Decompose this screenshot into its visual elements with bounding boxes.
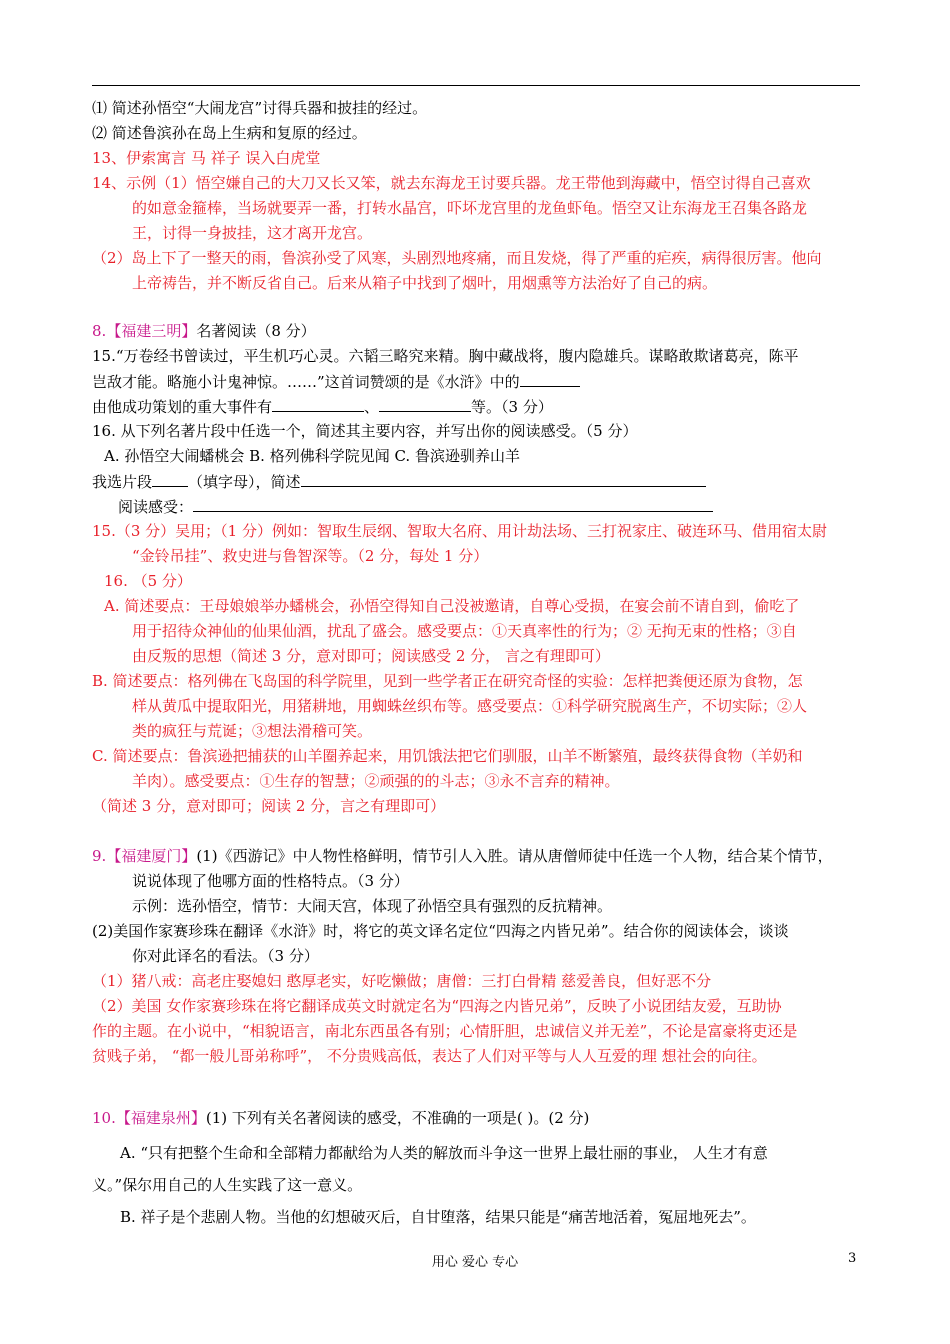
question-15-line1: 15.“万卷经书曾读过，平生机巧心灵。六韬三略究来精。胸中藏战将，腹内隐雄兵。谋略敢欺诸葛亮，陈平 xyxy=(92,347,799,365)
question-10-1-text: (1) 下列有关名著阅读的感受，不准确的一项是( )。(2 分) xyxy=(205,1109,590,1127)
answer-blank[interactable] xyxy=(272,395,364,412)
answer-15-line2: “金铃吊挂”、救史进与鲁智深等。（2 分，每处 1 分） xyxy=(132,547,489,565)
question-9-2-line2: 你对此译名的看法。（3 分） xyxy=(132,947,319,965)
answer-blank[interactable] xyxy=(520,370,580,387)
question-9-1-line2: 说说体现了他哪方面的性格特点。（3 分） xyxy=(132,872,409,890)
section-title: 名著阅读（8 分） xyxy=(196,322,316,340)
feeling-blank[interactable] xyxy=(193,495,713,512)
answer-16-b-line3: 类的疯狂与荒诞；③想法滑稽可笑。 xyxy=(132,722,373,740)
answer-blank[interactable] xyxy=(379,395,471,412)
question-15-line3 xyxy=(92,395,553,417)
question-15-text: 由他成功策划的重大事件有 xyxy=(92,398,273,416)
option-a-line1: A. “只有把整个生命和全部精力都献给为人类的解放而斗争这一世界上最壮丽的事业， 人生才有意 xyxy=(120,1144,768,1162)
answer-14-line3: 王，讨得一身披挂，这才离开龙宫。 xyxy=(132,224,373,242)
summary-blank[interactable] xyxy=(301,470,706,487)
reading-feeling-line xyxy=(118,495,713,517)
question-16: 16. 从下列名著片段中任选一个，简述其主要内容，并写出你的阅读感受。（5 分） xyxy=(92,422,638,440)
answer-14-part2-line1: （2）岛上下了一整天的雨，鲁滨孙受了风寒，头剧烈地疼痛，而且发烧，得了严重的疟疾，病得很厉害。他向 xyxy=(92,249,822,267)
section-number: 9. xyxy=(92,847,107,865)
question-16-options: A. 孙悟空大闹蟠桃会 B. 格列佛科学院见闻 C. 鲁滨逊驯养山羊 xyxy=(104,447,520,465)
section-number: 10. xyxy=(92,1109,116,1127)
source-tag: 【福建三明】 xyxy=(106,322,197,340)
question-15-text: 岂敌才能。略施小计鬼神惊。……”这首词赞颂的是《水浒》中的 xyxy=(92,373,520,391)
answer-15-line1: 15.（3 分）吴用；（1 分）例如：智取生辰纲、智取大名府、用计劫法场、三打祝家庄、破连环马、借用宿太尉 xyxy=(92,522,827,540)
question-9-2-line1: (2)美国作家赛珍珠在翻译《水浒》时，将它的英文译名定位“四海之内皆兄弟”。结合你的阅读体会，谈谈 xyxy=(92,922,789,940)
question-1: ⑴ 简述孙悟空“大闹龙宫”讨得兵器和披挂的经过。 xyxy=(92,99,428,117)
prompt-label: （填字母），简述 xyxy=(188,473,301,491)
question-2: ⑵ 简述鲁滨孙在岛上生病和复原的经过。 xyxy=(92,124,367,142)
option-a-line2: 义。”保尔用自己的人生实践了这一意义。 xyxy=(92,1176,363,1194)
prompt-label: 阅读感受： xyxy=(118,498,194,516)
question-9-example: 示例：选孙悟空，情节：大闹天宫，体现了孙悟空具有强烈的反抗精神。 xyxy=(132,897,613,915)
section-8-heading xyxy=(92,320,316,342)
answer-14-part2-line2: 上帝祷告，并不断反省自己。后来从箱子中找到了烟叶，用烟熏等方法治好了自己的病。 xyxy=(132,274,718,292)
page-footer: 用心 爱心 专心 xyxy=(431,1255,519,1270)
separator: 、 xyxy=(364,398,380,416)
answer-13: 13、伊索寓言 马 祥子 误入白虎堂 xyxy=(92,149,321,167)
letter-blank[interactable] xyxy=(152,470,188,487)
section-9-heading xyxy=(92,845,833,867)
section-10-heading xyxy=(92,1107,589,1129)
answer-9-2-line1: （2）美国 女作家赛珍珠在将它翻译成英文时就定名为“四海之内皆兄弟”，反映了小说团结友爱，互助协 xyxy=(92,997,782,1015)
header-rule xyxy=(92,85,860,86)
answer-16-scoring: （简述 3 分，意对即可；阅读 2 分，言之有理即可） xyxy=(92,797,446,815)
score-note: 等。（3 分） xyxy=(471,398,553,416)
answer-14-line1: 14、示例（1）悟空嫌自己的大刀又长又笨，就去东海龙王讨要兵器。龙王带他到海藏中，悟空讨得自己喜欢 xyxy=(92,174,811,192)
answer-14-line2: 的如意金箍棒，当场就要弄一番，打转水晶宫，吓坏龙宫里的龙鱼虾龟。悟空又让东海龙王召集各路龙 xyxy=(132,199,808,217)
prompt-label: 我选片段 xyxy=(92,473,153,491)
question-9-1-text: (1)《西游记》中人物性格鲜明，情节引人入胜。请从唐僧师徒中任选一个人物，结合某个情节， xyxy=(196,847,833,865)
answer-16-b-line1: B. 简述要点：格列佛在飞岛国的科学院里，见到一些学者正在研究奇怪的实验：怎样把粪便还原为食物，怎 xyxy=(92,672,803,690)
answer-9-1: （1）猪八戒：高老庄娶媳妇 憨厚老实，好吃懒做；唐僧：三打白骨精 慈爱善良，但好恶不分 xyxy=(92,972,712,990)
answer-9-2-line3: 贫贱子弟， “都一般儿哥弟称呼”， 不分贵贱高低，表达了人们对平等与人人互爱的理 想社会的向往。 xyxy=(92,1047,767,1065)
question-16-answer-line xyxy=(92,470,706,492)
answer-16-b-line2: 样从黄瓜中提取阳光，用猪耕地，用蜘蛛丝织布等。感受要点：①科学研究脱离生产，不切实际；②人 xyxy=(132,697,808,715)
answer-16-c-line1: C. 简述要点：鲁滨逊把捕获的山羊圈养起来，用饥饿法把它们驯服，山羊不断繁殖，最终获得食物（羊奶和 xyxy=(92,747,803,765)
page-number: 3 xyxy=(848,1251,857,1266)
section-number: 8. xyxy=(92,322,107,340)
answer-16-a-line1: A. 简述要点：王母娘娘举办蟠桃会，孙悟空得知自己没被邀请，自尊心受损，在宴会前不请自到，偷吃了 xyxy=(104,597,800,615)
answer-16-a-line3: 由反叛的思想（简述 3 分，意对即可；阅读感受 2 分， 言之有理即可） xyxy=(132,647,610,665)
question-15-line2 xyxy=(92,370,580,392)
answer-16-c-line2: 羊肉）。感受要点：①生存的智慧；②顽强的的斗志；③永不言弃的精神。 xyxy=(132,772,620,790)
option-b: B. 祥子是个悲剧人物。当他的幻想破灭后，自甘堕落，结果只能是“痛苦地活着，冤屈地死去”。 xyxy=(120,1208,756,1226)
source-tag: 【福建泉州】 xyxy=(115,1109,206,1127)
source-tag: 【福建厦门】 xyxy=(106,847,197,865)
answer-16-heading: 16. （5 分） xyxy=(104,572,192,590)
answer-16-a-line2: 用于招待众神仙的仙果仙酒，扰乱了盛会。感受要点：①天真率性的行为；② 无拘无束的性格；③自 xyxy=(132,622,797,640)
answer-9-2-line2: 作的主题。在小说中，“相貌语言，南北东西虽各有别；心情肝胆，忠诚信义并无差”，不论是富豪将吏还是 xyxy=(92,1022,798,1040)
